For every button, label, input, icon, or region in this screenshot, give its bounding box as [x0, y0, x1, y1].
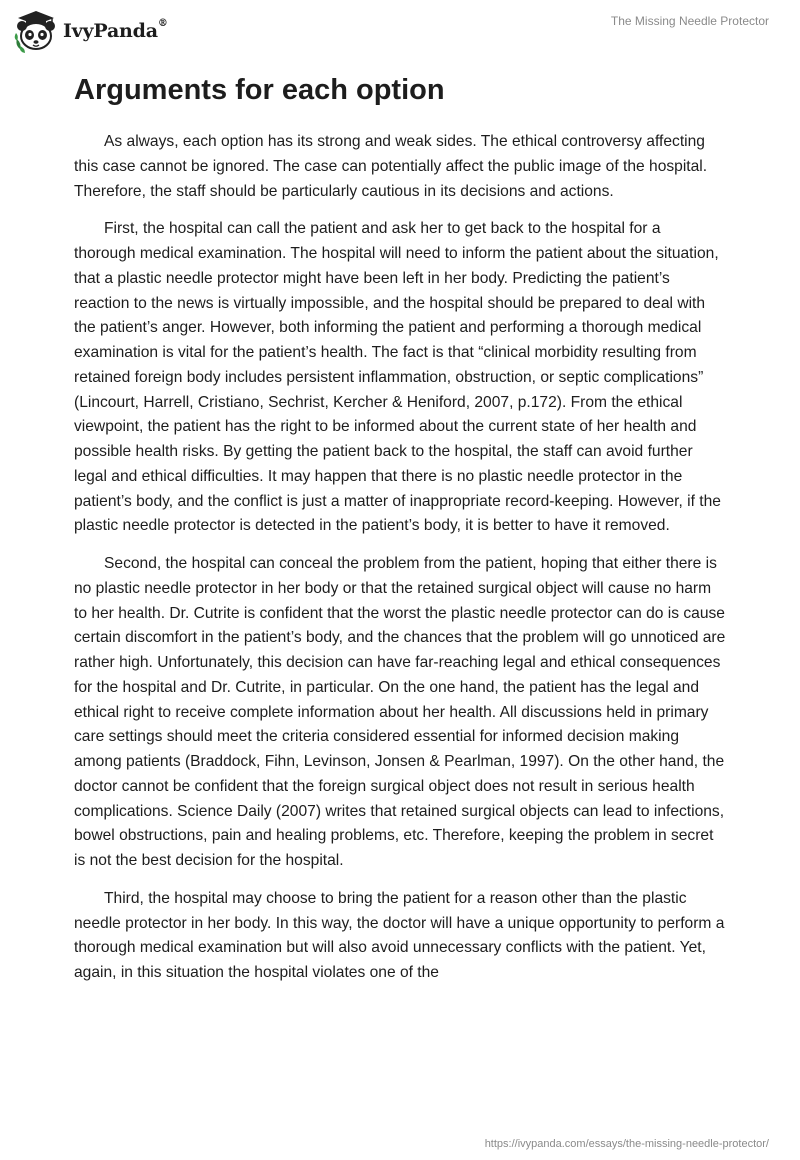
paragraph-second-option: Second, the hospital can conceal the problem from the patient, hoping that either there is no plastic needle protector in her body or that the retained surgical object will cause no harm to her health. Dr. Cutrite is confident that the worst the plastic needle protector can do is cause certain discomfort in the patient’s body, and the chances that the problem will go unnoticed are rather high. Unfortunately, this decision can have far-reaching legal and ethical consequences for the hospital and Dr. Cutrite, in particular. On the one hand, the patient has the legal and ethical right to receive complete information about her health. All discussions held in primary care settings should meet the criteria considered essential for informed decision making among patients (Braddock, Fihn, Levinson, Jonsen & Pearlman, 1997). On the other hand, the doctor cannot be confident that the foreign surgical object does not result in serious health complications. Science Daily (2007) writes that retained surgical objects can lead to infections, bowel obstructions, pain and healing problems, etc. Therefore, keeping the problem in secret is not the best decision for the hospital.: [74, 555, 726, 869]
logo-wordmark: IvyPanda®: [63, 18, 168, 42]
ivypanda-logo[interactable]: [14, 9, 168, 53]
document-title: The Missing Needle Protector: [610, 14, 769, 28]
article-body: [74, 72, 726, 999]
section-heading: Arguments for each option: [74, 74, 445, 106]
panda-graduation-icon: [14, 9, 58, 53]
page-header: [0, 0, 800, 60]
paragraph-first-option: First, the hospital can call the patient and ask her to get back to the hospital for a thorough medical examination. The hospital will need to inform the patient about the situation, that a plastic needle protector might have been left in her body. Predicting the patient’s reaction to the news is virtually impossible, and the hospital should be prepared to deal with the patient’s anger. However, both informing the patient and performing a thorough medical examination is vital for the patient’s health. The fact is that “clinical morbidity resulting from retained foreign body includes persistent inflammation, obstruction, or septic complications” (Lincourt, Harrell, Cristiano, Sechrist, Kercher & Heniford, 2007, p.172). From the ethical viewpoint, the patient has the right to be informed about the current state of her health and possible health risks. By getting the patient back to the hospital, the staff can avoid further legal and ethical difficulties. It may happen that there is no plastic needle protector in the patient’s body, and the conflict is just a matter of inappropriate record-keeping. However, if the plastic needle protector is detected in the patient’s body, it is better to have it removed.: [74, 220, 721, 535]
paragraph-intro: As always, each option has its strong and weak sides. The ethical controversy affecting this case cannot be ignored. The case can potentially affect the public image of the hospital. Therefore, the staff should be particularly cautious in its decisions and actions.: [74, 133, 708, 200]
source-url-link[interactable]: https://ivypanda.com/essays/the-missing-needle-protector/: [484, 1138, 769, 1150]
paragraph-third-option: Third, the hospital may choose to bring the patient for a reason other than the plastic needle protector in her body. In this way, the doctor will have a unique opportunity to perform a thorough medical examination but will also avoid unnecessary conflicts with the patient. Yet, again, in this situation the hospital violates one of the: [74, 889, 725, 981]
